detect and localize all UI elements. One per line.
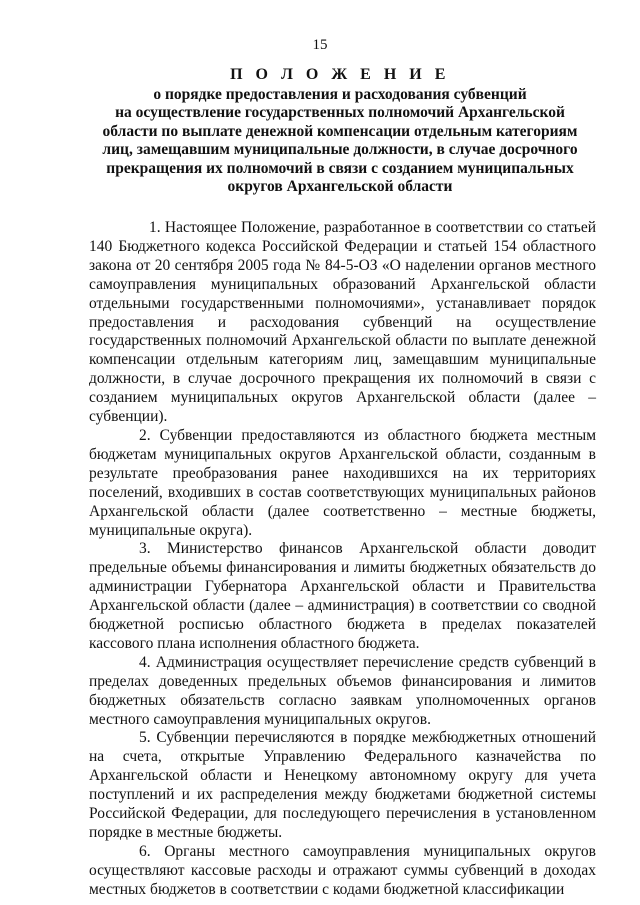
heading-title: П О Л О Ж Е Н И Е — [230, 66, 450, 83]
paragraph-1: 1. Настоящее Положение, разработанное в соответствии со статьей 140 Бюджетного кодекса Российской Федерации и статьей 154 областного закона от 20 сентября 2005 года № 84-5-ОЗ «О наделении органов местного самоуправления муниципальных образований Архангельской области отдельными государственными полномочиями», устанавливает порядок предоставления и расходования субвенций на осуществление государственных полномочий Архангельской области по выплате денежной компенсации отдельным категориям лиц, замещавшим муниципальные должности, в случае досрочного прекращения их полномочий в связи с созданием муниципальных округов Архангельской области (далее – субвенции). — [89, 219, 596, 426]
heading-line: на осуществление государственных полномочий Архангельской — [115, 104, 565, 121]
heading-line: о порядке предоставления и расходования субвенций — [153, 85, 527, 103]
heading-line: округов Архангельской области — [227, 178, 453, 195]
document-body — [89, 219, 596, 900]
paragraph-5: 5. Субвенции перечисляются в порядке межбюджетных отношений на счета, открытые Управлению Федерального казначейства по Архангельской области и Ненецкому автономному округу для учета поступлений и их распределения между бюджетами бюджетной системы Российской Федерации, для последующего перечисления в установленном порядке в местные бюджеты. — [89, 729, 596, 841]
heading-line: прекращения их полномочий в связи с созданием муниципальных — [106, 159, 574, 177]
document-heading — [90, 66, 590, 197]
heading-line: лиц, замещавшим муниципальные должности, в случае досрочного — [102, 141, 578, 158]
page-number: 15 — [312, 37, 328, 53]
paragraph-3: 3. Министерство финансов Архангельской области доводит предельные объемы финансирования и лимиты бюджетных обязательств до администрации Губернатора Архангельской области и Правительства Архангельской области (далее – администрация) в соответствии со сводной бюджетной росписью областного бюджета в пределах показателей кассового плана исполнения областного бюджета. — [89, 540, 596, 652]
paragraph-4: 4. Администрация осуществляет перечисление средств субвенций в пределах доведенных предельных объемов финансирования и лимитов бюджетных обязательств согласно заявкам уполномоченных органов местного самоуправления муниципальных округов. — [89, 653, 596, 728]
heading-line: области по выплате денежной компенсации отдельным категориям — [102, 122, 578, 140]
paragraph-2: 2. Субвенции предоставляются из областного бюджета местным бюджетам муниципальных округов Архангельской области, созданным в результате преобразования ранее находившихся на их территориях поселений, входивших в состав соответствующих муниципальных районов Архангельской области (далее соответственно – местные бюджеты, муниципальные округа). — [89, 426, 596, 539]
paragraph-6: 6. Органы местного самоуправления муниципальных округов осуществляют кассовые расходы и отражают суммы субвенций в доходах местных бюджетов в соответствии с кодами бюджетной классификации — [89, 842, 596, 898]
